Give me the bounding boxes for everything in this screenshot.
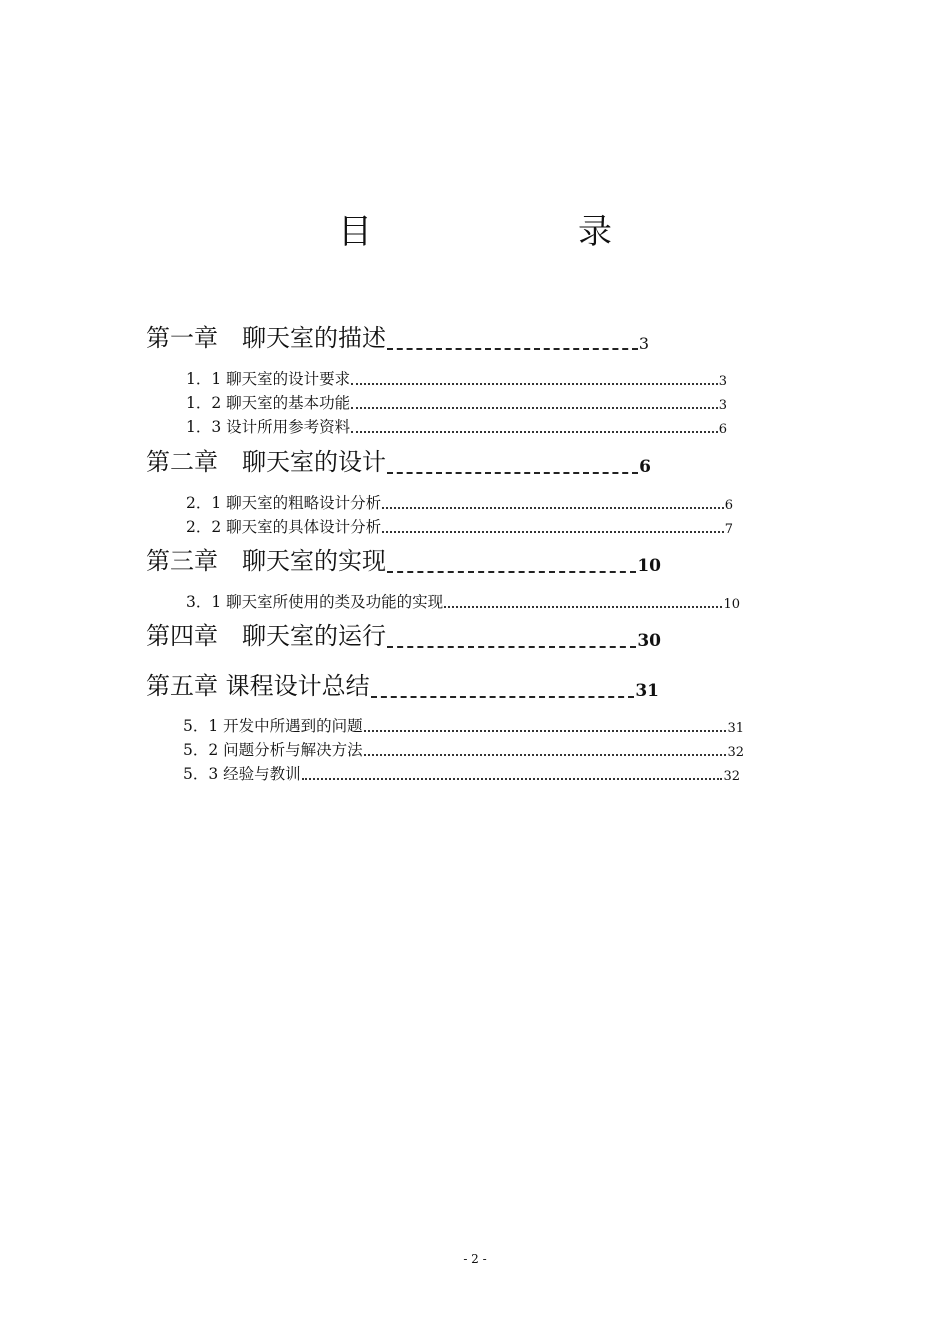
toc-label: 5．2 问题分析与解决方法 — [183, 741, 363, 759]
toc-leader — [364, 730, 727, 732]
toc-section-5-2[interactable] — [183, 738, 744, 760]
toc-leader — [351, 383, 718, 385]
toc-leader — [364, 754, 727, 756]
toc-label: 2．2 聊天室的具体设计分析 — [186, 518, 382, 536]
page-footer-number: - 2 - — [463, 1252, 487, 1266]
toc-page-number: 31 — [727, 721, 744, 736]
toc-leader — [351, 431, 718, 433]
toc-label: 5．1 开发中所遇到的问题 — [183, 717, 363, 735]
toc-page-number: 3 — [638, 334, 649, 353]
toc-leader — [382, 507, 724, 509]
toc-section-3-1[interactable] — [186, 590, 740, 612]
toc-leader — [351, 407, 718, 409]
toc-leader — [302, 778, 723, 780]
toc-page-number: 32 — [723, 769, 740, 784]
toc-section-2-1[interactable] — [186, 491, 733, 513]
toc-label: 5．3 经验与教训 — [183, 765, 301, 783]
toc-page-number: 6 — [718, 422, 727, 437]
toc-title: 目 录 — [338, 212, 658, 252]
toc-chapter-2[interactable] — [146, 442, 651, 477]
toc-leader — [387, 472, 638, 474]
toc-label: 1．1 聊天室的设计要求 — [186, 370, 351, 388]
toc-label: 第五章 课程设计总结 — [146, 672, 370, 700]
toc-page-number: 3 — [718, 374, 727, 389]
toc-chapter-1[interactable] — [146, 318, 649, 353]
toc-label: 1．2 聊天室的基本功能 — [186, 394, 351, 412]
toc-page-number: 6 — [724, 498, 733, 513]
toc-leader — [371, 696, 635, 698]
toc-page-number: 30 — [637, 631, 661, 651]
toc-label: 第二章 聊天室的设计 — [146, 448, 386, 476]
toc-page-number: 31 — [635, 681, 659, 701]
toc-label: 第四章 聊天室的运行 — [146, 622, 386, 650]
toc-section-1-3[interactable] — [186, 415, 727, 437]
toc-label: 3．1 聊天室所使用的类及功能的实现 — [186, 593, 444, 611]
toc-label: 1．3 设计所用参考资料 — [186, 418, 351, 436]
toc-chapter-4[interactable] — [146, 616, 661, 651]
toc-label: 2．1 聊天室的粗略设计分析 — [186, 494, 382, 512]
toc-page-number: 7 — [724, 522, 733, 537]
toc-page-number: 6 — [639, 457, 651, 477]
toc-label: 第一章 聊天室的描述 — [146, 324, 386, 352]
toc-leader — [387, 571, 636, 573]
toc-section-2-2[interactable] — [186, 515, 733, 537]
toc-chapter-3[interactable] — [146, 541, 661, 576]
toc-section-5-1[interactable] — [183, 714, 744, 736]
toc-section-1-2[interactable] — [186, 391, 727, 413]
toc-leader — [387, 348, 638, 350]
toc-chapter-5[interactable] — [146, 666, 659, 701]
toc-label: 第三章 聊天室的实现 — [146, 547, 386, 575]
toc-section-5-3[interactable] — [183, 762, 740, 784]
toc-page-number: 10 — [637, 556, 661, 576]
toc-section-1-1[interactable] — [186, 367, 727, 389]
toc-page-number: 32 — [727, 745, 744, 760]
toc-page-number: 3 — [718, 398, 727, 413]
toc-leader — [382, 531, 724, 533]
toc-leader — [444, 606, 722, 608]
toc-page-number: 10 — [723, 597, 740, 612]
toc-leader — [387, 646, 636, 648]
